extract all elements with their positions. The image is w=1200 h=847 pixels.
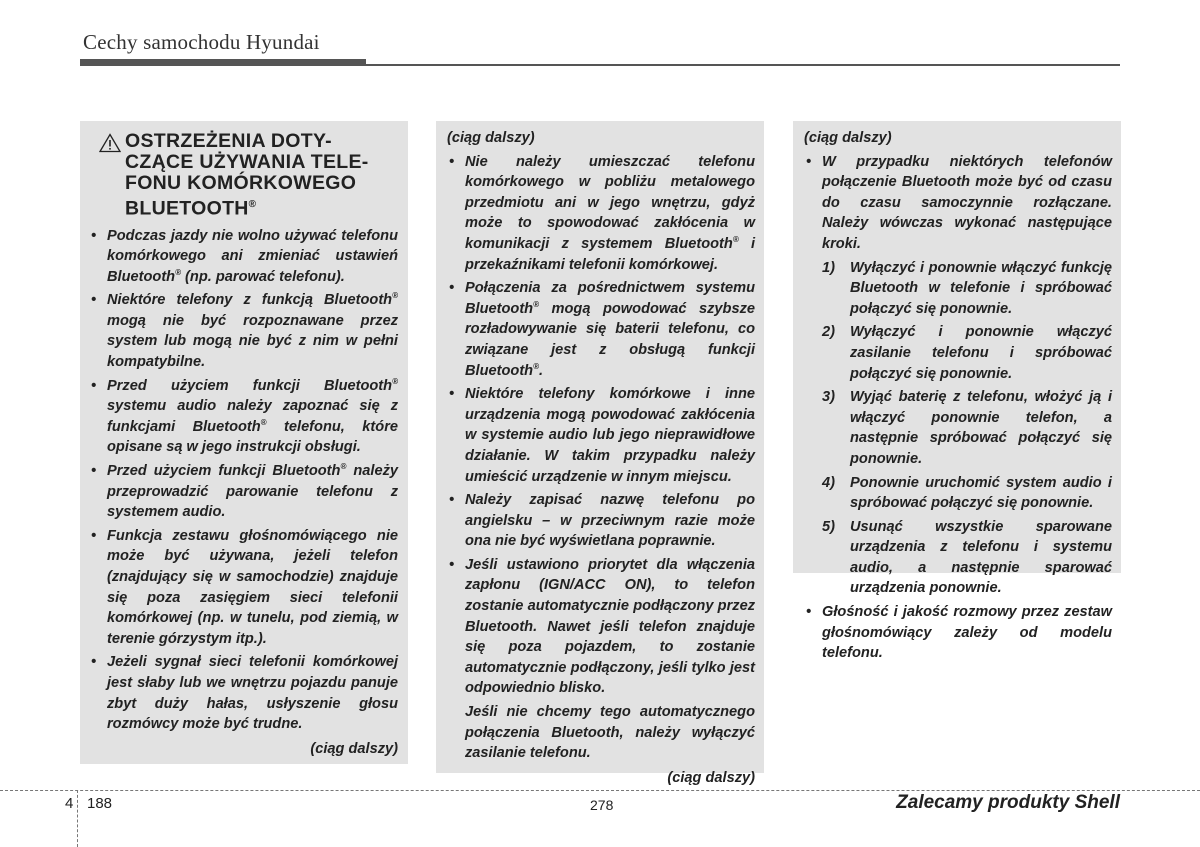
continued-label: (ciąg dalszy) <box>667 769 755 786</box>
step-item: 2) Wyłączyć i ponownie włączyć zasilanie telefonu i spróbować połączyć się ponownie. <box>822 324 1112 382</box>
step-item: 3) Wyjąć baterię z telefonu, włożyć ją i włączyć ponownie telefon, a następnie spróbować połączyć się ponownie. <box>822 389 1112 467</box>
list-item: • Połączenia za pośrednictwem systemu Bluetooth® mogą powodować szybsze rozładowywanie się baterii telefonu, co związane jest z obsługą funkcji Bluetooth®. <box>449 280 755 379</box>
list-item: • Niektóre telefony z funkcją Bluetooth® mogą nie być rozpoznawane przez system lub mogą nie być z nim w pełni kompatybilne. <box>91 291 398 371</box>
step-item: 1) Wyłączyć i ponownie włączyć funkcję Bluetooth w telefonie i spróbować połączyć się ponownie. <box>822 259 1112 317</box>
list-item: • Jeśli ustawiono priorytet dla włączenia zapłonu (IGN/ACC ON), to telefon zostanie automatycznie podłączony przez Bluetooth. Nawet jeśli telefon znajduje się poza pojazdem, to zostanie automatycznie podłączony, jeśli tylko jest odpowiednio blisko. <box>449 556 755 697</box>
footer-brand: Zalecamy produkty Shell <box>896 792 1120 813</box>
list-item: • Należy zapisać nazwę telefonu po angielsku – w przeciwnym razie może ona nie być wyświetlana poprawnie. <box>449 492 755 550</box>
footer-rule <box>0 790 1200 791</box>
warning-triangle-icon <box>99 133 121 153</box>
info-box-3 <box>793 121 1121 662</box>
list-item: • Nie należy umieszczać telefonu komórkowego w pobliżu metalowego przedmiotu ani w jego wnętrzu, gdyż może to spowodować zakłócenia w komunikacji z systemem Bluetooth® i przekaźnikami telefonii komórkowej. <box>449 153 755 273</box>
warning-bullets <box>89 226 398 735</box>
footer-divider <box>77 790 78 847</box>
list-item: • Niektóre telefony komórkowe i inne urządzenia mogą powodować zakłócenia w systemie audio lub jego nieprawidłowe działanie. W takim przypadku należy umieścić urządzenie w innym miejscu. <box>449 386 755 485</box>
list-item: • Jeżeli sygnał sieci telefonii komórkowej jest słaby lub we wnętrzu pojazdu panuje zbyt duży hałas, usłyszenie głosu rozmówcy może być trudne. <box>91 654 398 733</box>
list-item: • Przed użyciem funkcji Bluetooth® należy przeprowadzić parowanie telefonu z systemem audio. <box>91 462 398 521</box>
page-number: 188 <box>87 795 113 812</box>
info-bullets-2 <box>447 152 755 699</box>
header-rule <box>366 64 1120 66</box>
info-paragraph: Jeśli nie chcemy tego automatycznego połączenia Bluetooth, należy wyłączyć zasilanie telefonu. <box>465 704 755 762</box>
step-item: 5) Usunąć wszystkie sparowane urządzenia z telefonu i systemu audio, a następnie sparować urządzenia ponownie. <box>822 518 1112 597</box>
list-item: • Przed użyciem funkcji Bluetooth® systemu audio należy zapoznać się z funkcjami Bluetooth® telefonu, które opisane są w jego instrukcji obsługi. <box>91 376 398 456</box>
warning-title: OSTRZEŻENIA DOTY-CZĄCE UŻYWANIA TELE-FONU KOMÓRKOWEGO BLUETOOTH® <box>125 130 369 220</box>
steps-list <box>804 258 1112 600</box>
chapter-number: 4 <box>65 795 74 812</box>
header-bar <box>80 59 366 66</box>
list-item: • Funkcja zestawu głośnomówiącego nie może być używana, jeżeli telefon (znajdujący się w samochodzie) znajduje się poza zasięgiem sieci telefonii komórkowej (np. w tunelu, pod ziemią, w terenie górzystym itp.). <box>91 527 398 647</box>
info-box-2 <box>436 121 764 786</box>
list-item: • W przypadku niektórych telefonów połączenie Bluetooth może być od czasu do czasu samoczynnie rozłączane. Należy wówczas wykonać następujące kroki. <box>806 153 1112 252</box>
step-item: 4) Ponownie uruchomić system audio i spróbować połączyć się ponownie. <box>822 474 1112 512</box>
continued-label-top: (ciąg dalszy) <box>447 130 535 146</box>
continued-label-top: (ciąg dalszy) <box>804 130 892 146</box>
list-item: • Głośność i jakość rozmowy przez zestaw głośnomówiący zależy od modelu telefonu. <box>806 604 1112 662</box>
page-header-title: Cechy samochodu Hyundai <box>83 30 320 54</box>
page-number-center: 278 <box>590 797 614 813</box>
list-item: • Podczas jazdy nie wolno używać telefonu komórkowego ani zmieniać ustawień Bluetooth® (np. parować telefonu). <box>91 227 398 285</box>
warning-box <box>80 121 408 764</box>
continued-label: (ciąg dalszy) <box>310 740 398 757</box>
warning-heading <box>89 131 398 220</box>
